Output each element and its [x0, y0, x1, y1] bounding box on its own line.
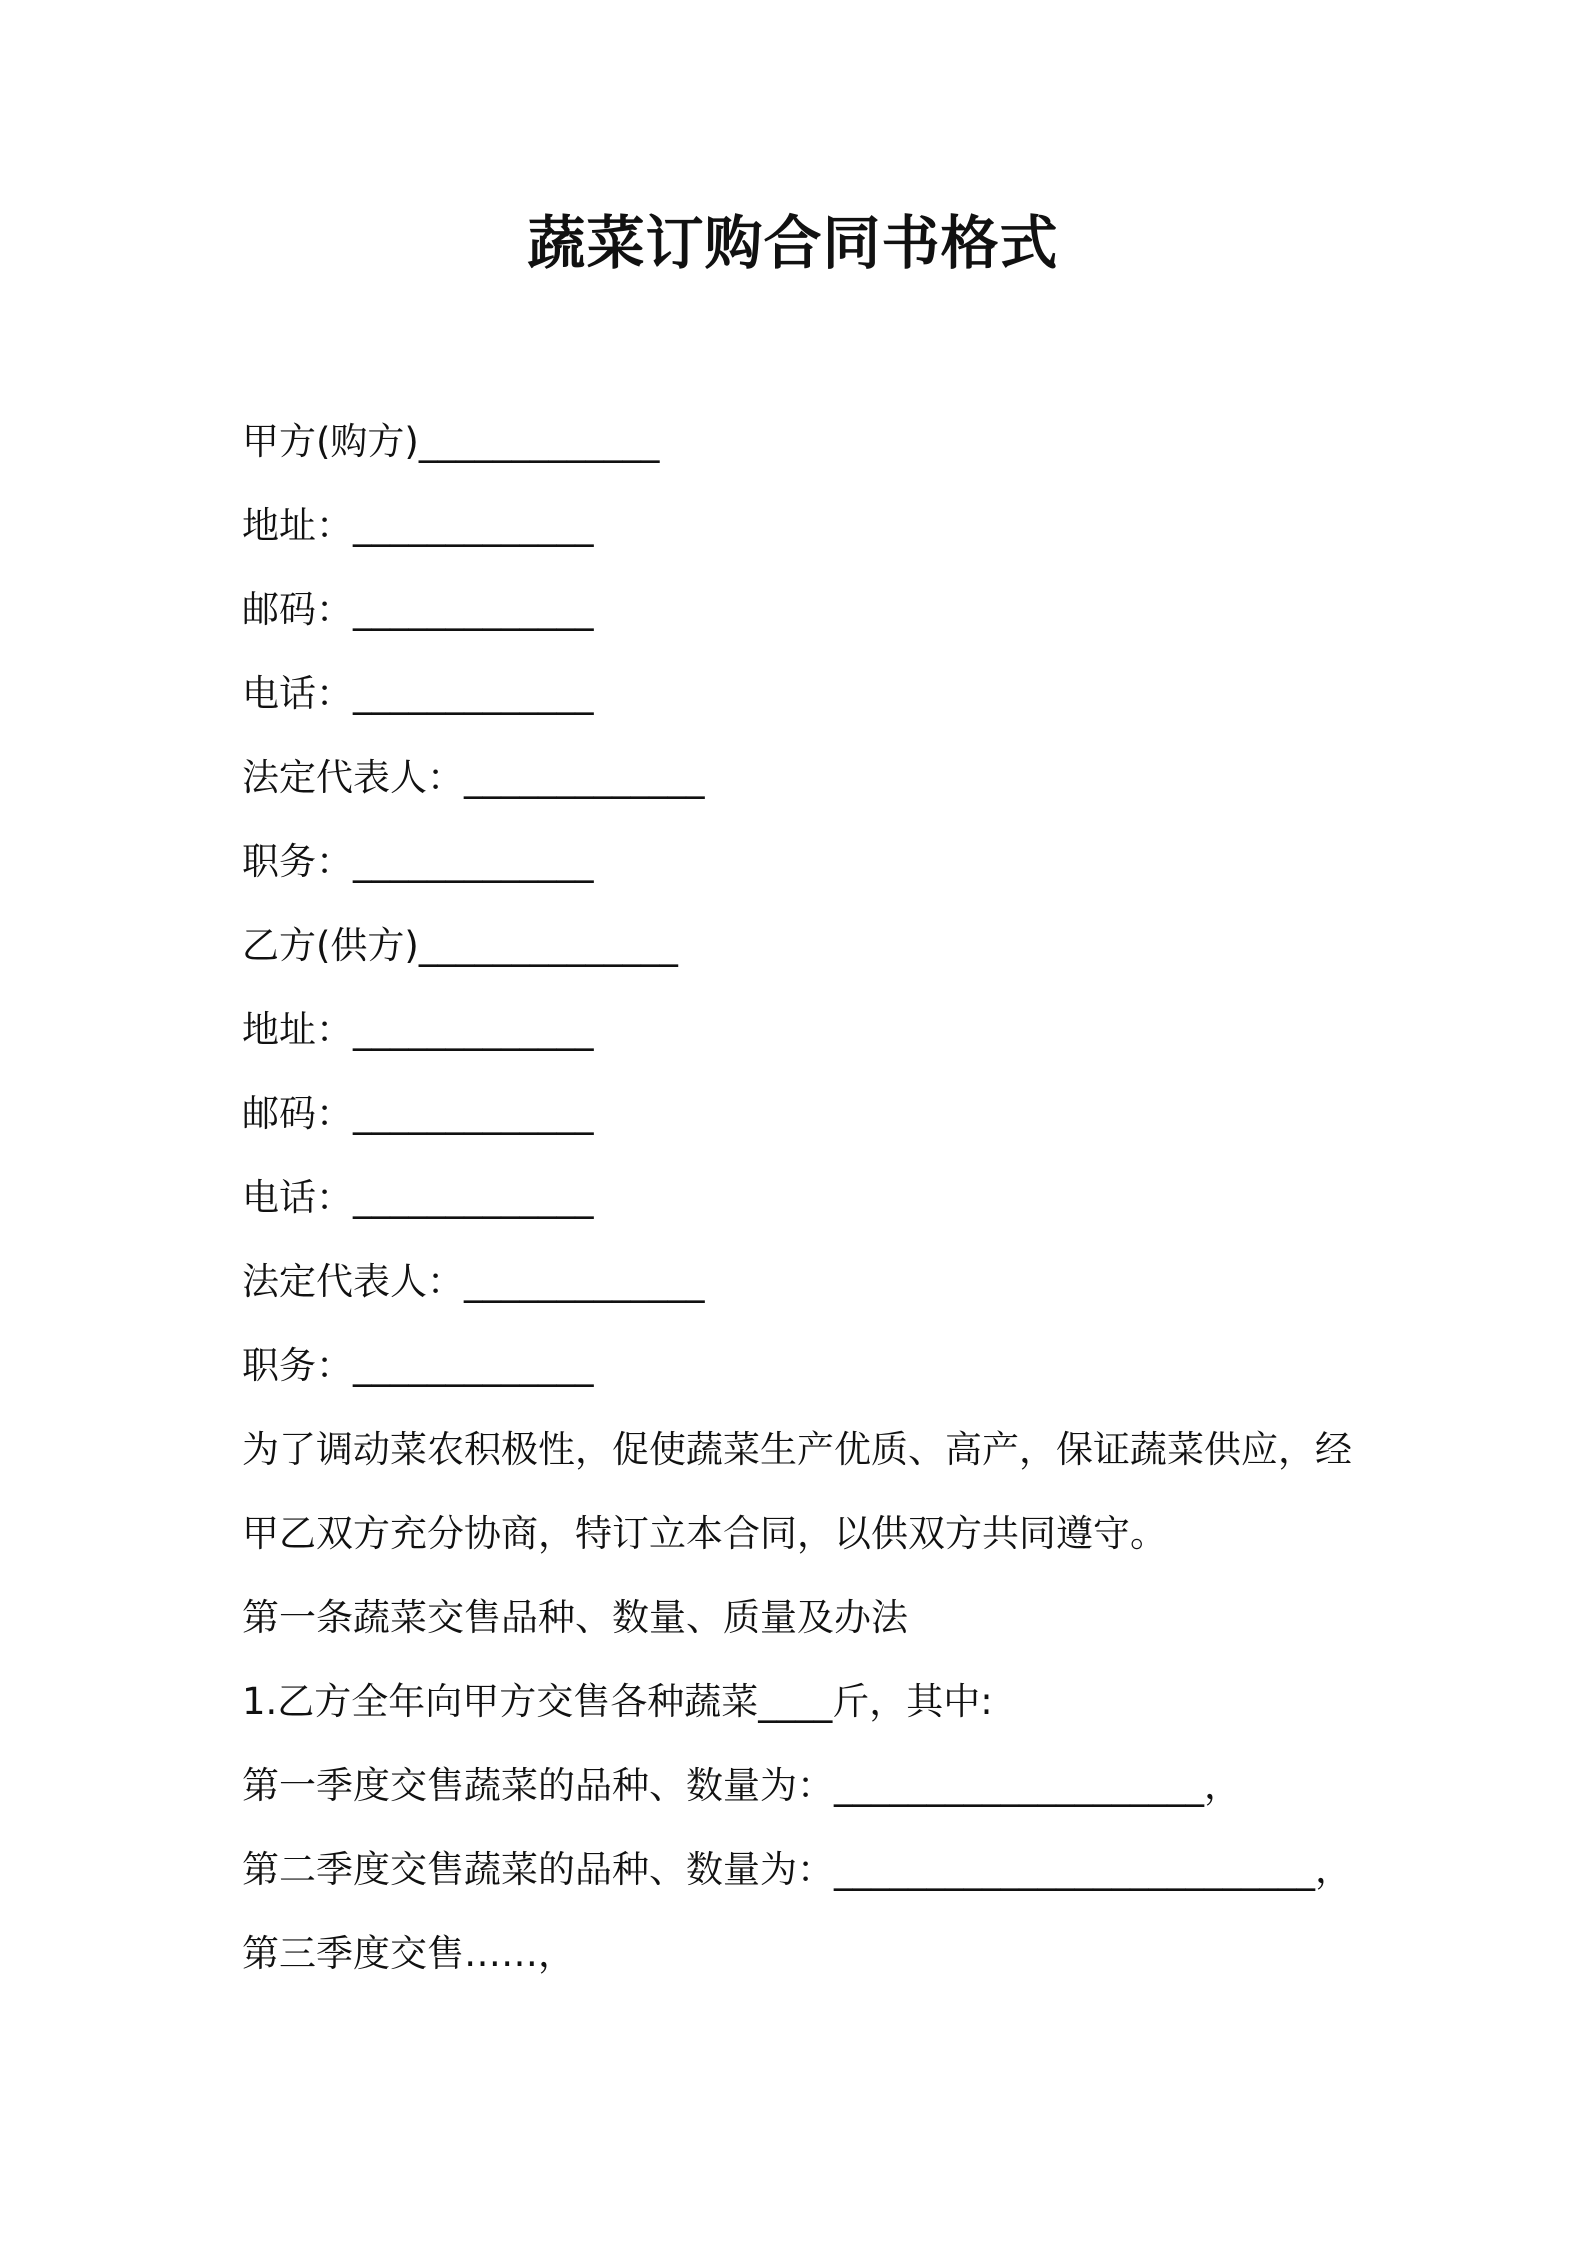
party-b-address-line: 地址：_____________	[242, 1008, 594, 1051]
quarter-1-line: 第一季度交售蔬菜的品种、数量为：____________________，	[242, 1764, 1241, 1807]
party-b-postcode-line: 邮码：_____________	[242, 1092, 594, 1135]
preamble-line-2: 甲乙双方充分协商，特订立本合同，以供双方共同遵守。	[242, 1512, 1167, 1555]
article-1-item-1: 1.乙方全年向甲方交售各种蔬菜____斤，其中:	[242, 1680, 993, 1723]
party-a-phone-line: 电话：_____________	[242, 672, 594, 715]
article-1-heading: 第一条蔬菜交售品种、数量、质量及办法	[242, 1596, 908, 1639]
party-a-postcode-line: 邮码：_____________	[242, 588, 594, 631]
party-a-legal-rep-line: 法定代表人：_____________	[242, 756, 705, 799]
document-title: 蔬菜订购合同书格式	[527, 209, 1059, 277]
party-b-legal-rep-line: 法定代表人：_____________	[242, 1260, 705, 1303]
document-body	[242, 400, 1392, 1996]
party-a-position-line: 职务：_____________	[242, 840, 594, 883]
quarter-2-line: 第二季度交售蔬菜的品种、数量为：__________________________，	[242, 1848, 1352, 1891]
party-b-name-line: 乙方(供方)______________	[242, 924, 678, 967]
party-a-address-line: 地址：_____________	[242, 504, 594, 547]
party-b-position-line: 职务：_____________	[242, 1344, 594, 1387]
quarter-3-line: 第三季度交售……，	[242, 1932, 575, 1975]
party-b-phone-line: 电话：_____________	[242, 1176, 594, 1219]
preamble-line-1: 为了调动菜农积极性，促使蔬菜生产优质、高产，保证蔬菜供应，经	[242, 1428, 1352, 1471]
party-a-name-line: 甲方(购方)_____________	[242, 420, 660, 463]
